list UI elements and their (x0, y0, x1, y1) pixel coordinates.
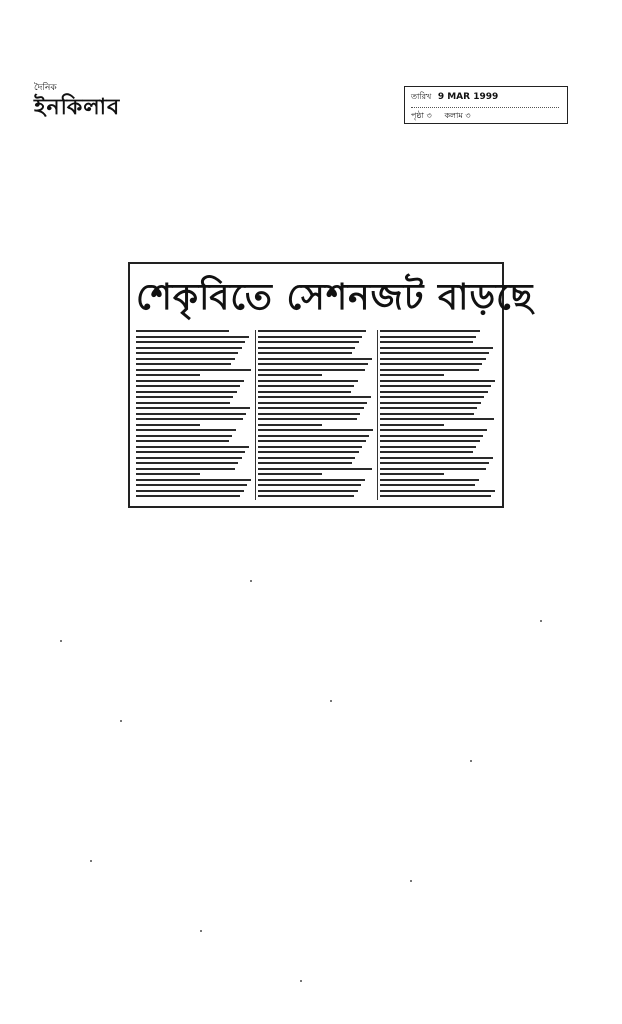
stamp-column-value: ৩ (465, 111, 471, 120)
text-line (136, 457, 242, 459)
text-line (380, 358, 486, 360)
text-line (380, 396, 484, 398)
text-line (380, 385, 491, 387)
text-line (136, 424, 200, 426)
text-line (136, 435, 232, 437)
text-line (258, 341, 359, 343)
text-line (258, 424, 322, 426)
text-line (258, 495, 354, 497)
newspaper-name: ইনকিলাব (34, 95, 121, 120)
text-line (136, 440, 229, 442)
text-line (136, 369, 251, 371)
text-line (136, 484, 247, 486)
text-line (380, 402, 481, 404)
stamp-page-label: পৃষ্ঠা (411, 111, 424, 120)
text-line (380, 435, 483, 437)
text-line (258, 369, 365, 371)
text-line (136, 358, 235, 360)
text-line (136, 468, 235, 470)
article-column-2 (258, 330, 374, 500)
news-clipping (128, 262, 534, 508)
text-line (258, 391, 351, 393)
text-line (136, 380, 244, 382)
text-line (380, 380, 495, 382)
text-line (380, 446, 476, 448)
stamp-date-value: 9 MAR 1999 (437, 92, 499, 102)
text-line (136, 374, 200, 376)
text-line (258, 358, 372, 360)
text-line (136, 336, 249, 338)
stamp-page-value: ৩ (426, 111, 432, 120)
text-line (136, 363, 231, 365)
text-line (258, 462, 352, 464)
text-line (258, 363, 368, 365)
text-line (136, 391, 237, 393)
text-line (380, 468, 486, 470)
text-line (380, 429, 487, 431)
text-line (380, 413, 474, 415)
text-line (380, 490, 495, 492)
text-line (136, 418, 243, 420)
text-line (258, 484, 361, 486)
text-line (380, 451, 473, 453)
text-line (258, 457, 355, 459)
text-line (258, 352, 352, 354)
text-line (258, 374, 322, 376)
text-line (380, 473, 444, 475)
text-line (136, 490, 244, 492)
text-line (380, 363, 482, 365)
text-line (136, 429, 236, 431)
text-line (380, 440, 480, 442)
text-line (136, 347, 242, 349)
article-headline: শেকৃবিতে সেশনজট বাড়ছে (136, 277, 534, 318)
text-line (258, 440, 366, 442)
text-line (380, 418, 494, 420)
text-line (380, 352, 489, 354)
text-line (258, 451, 359, 453)
text-line (136, 402, 230, 404)
text-line (136, 407, 250, 409)
text-line (380, 374, 444, 376)
text-line (380, 424, 444, 426)
text-line (258, 402, 367, 404)
text-line (136, 473, 200, 475)
text-line (258, 396, 371, 398)
text-line (380, 407, 477, 409)
text-line (380, 462, 489, 464)
text-line (258, 347, 355, 349)
text-line (136, 413, 246, 415)
text-line (258, 473, 322, 475)
stamp-date-label: তারিখ (411, 92, 432, 101)
archive-stamp (404, 86, 568, 124)
text-line (136, 479, 251, 481)
column-divider (255, 330, 256, 500)
text-line (136, 352, 238, 354)
column-divider (377, 330, 378, 500)
text-line (258, 490, 358, 492)
text-line (136, 462, 238, 464)
text-line (136, 451, 245, 453)
newspaper-label: দৈনিক (34, 83, 57, 93)
text-line (258, 479, 365, 481)
text-line (380, 495, 491, 497)
text-line (136, 330, 229, 332)
text-line (380, 336, 476, 338)
text-line (258, 429, 373, 431)
text-line (136, 396, 233, 398)
text-line (380, 341, 473, 343)
text-line (380, 457, 493, 459)
text-line (258, 413, 360, 415)
text-line (258, 446, 362, 448)
text-line (258, 380, 358, 382)
article-column-1 (136, 330, 252, 500)
text-line (258, 407, 364, 409)
text-line (258, 385, 354, 387)
stamp-column-label: কলাম (444, 111, 463, 120)
text-line (380, 347, 493, 349)
article-body (136, 330, 496, 502)
text-line (380, 369, 479, 371)
text-line (136, 385, 240, 387)
text-line (258, 330, 366, 332)
text-line (258, 336, 362, 338)
text-line (380, 330, 480, 332)
text-line (136, 495, 240, 497)
text-line (380, 484, 475, 486)
text-line (380, 391, 488, 393)
text-line (258, 418, 357, 420)
text-line (258, 468, 372, 470)
text-line (136, 446, 249, 448)
text-line (258, 435, 369, 437)
text-line (380, 479, 479, 481)
article-column-3 (380, 330, 496, 500)
text-line (136, 341, 245, 343)
